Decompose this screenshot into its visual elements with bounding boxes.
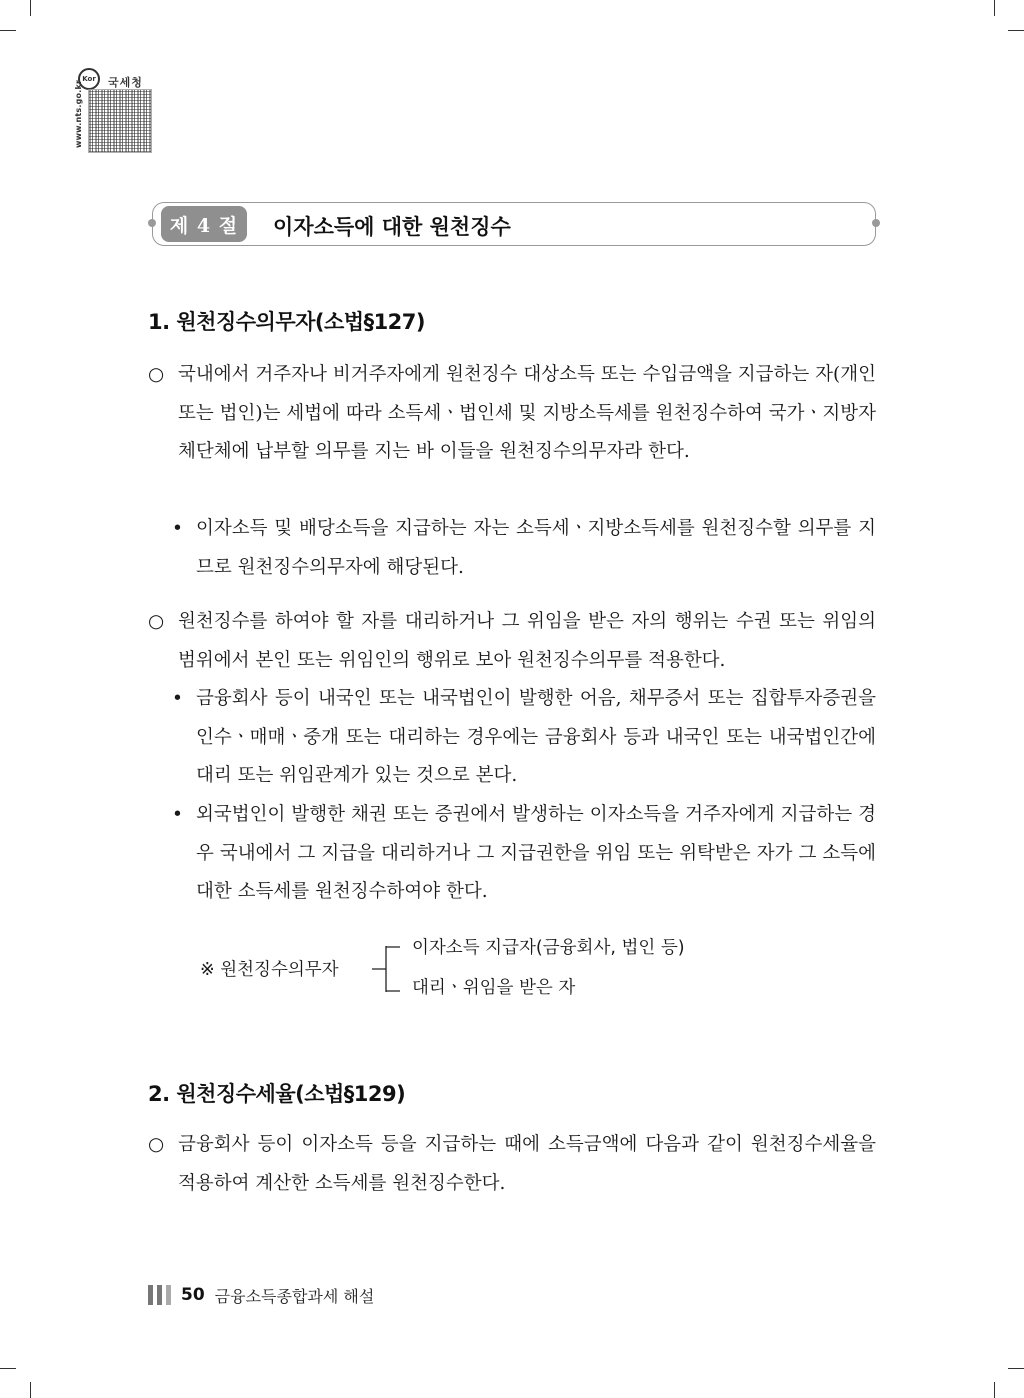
qr-code-icon xyxy=(88,89,152,153)
dot-bullet-icon: • xyxy=(172,688,183,709)
bullet-item xyxy=(172,510,876,587)
crop-mark xyxy=(994,0,995,16)
circle-bullet-icon: ○ xyxy=(148,364,165,385)
withholding-agent-note xyxy=(200,932,760,1006)
bullet-item xyxy=(172,796,876,912)
crop-mark xyxy=(0,30,16,31)
circle-bullet-icon: ○ xyxy=(148,611,165,632)
note-option: 대리ㆍ위임을 받은 자 xyxy=(412,978,576,998)
footer-bars-icon xyxy=(148,1285,171,1305)
paragraph-text: 국내에서 거주자나 비거주자에게 원천징수 대상소득 또는 수입금액을 지급하는 자(개인 또는 법인)는 세법에 따라 소득세ㆍ법인세 및 지방소득세를 원천징수하여 국가ㆍ지방자체단체에 납부할 의무를 지는 바 이들을 원천징수의무자라 한다. xyxy=(178,364,876,462)
paragraph-text: 금융회사 등이 이자소득 등을 지급하는 때에 소득금액에 다음과 같이 원천징수세율을 적용하여 계산한 소득세를 원천징수한다. xyxy=(178,1134,876,1194)
bullet-text: 외국법인이 발행한 채권 또는 증권에서 발생하는 이자소득을 거주자에게 지급하는 경우 국내에서 그 지급을 대리하거나 그 지급권한을 위임 또는 위탁받은 자가 그 소득에 대한 소득세를 원천징수하여야 한다. xyxy=(196,804,876,902)
paragraph-text: 원천징수를 하여야 할 자를 대리하거나 그 위임을 받은 자의 행위는 수권 또는 위임의 범위에서 본인 또는 위임인의 행위로 보아 원천징수의무를 적용한다. xyxy=(178,611,876,671)
section-title: 이자소득에 대한 원천징수 xyxy=(273,215,511,239)
page-number: 50 xyxy=(181,1285,205,1305)
crop-mark xyxy=(30,1382,31,1398)
bracket-icon xyxy=(372,946,402,992)
crop-mark xyxy=(994,1382,995,1398)
heading-withholding-agent: 1. 원천징수의무자(소법§127) xyxy=(148,310,426,334)
chapter-badge: 제 4 절 xyxy=(161,206,247,242)
paragraph xyxy=(148,356,876,472)
nts-badge-icon: Kor xyxy=(78,68,100,90)
circle-bullet-icon: ○ xyxy=(148,1134,165,1155)
crop-mark xyxy=(1008,1368,1024,1369)
crop-mark xyxy=(1008,30,1024,31)
section-header xyxy=(152,202,876,246)
bullet-dot-icon xyxy=(872,219,880,227)
note-lead: ※ 원천징수의무자 xyxy=(200,960,339,980)
crop-mark xyxy=(30,0,31,16)
dot-bullet-icon: • xyxy=(172,518,183,539)
bullet-text: 금융회사 등이 내국인 또는 내국법인이 발행한 어음, 채무증서 또는 집합투자증권을 인수ㆍ매매ㆍ중개 또는 대리하는 경우에는 금융회사 등과 내국인 또는 내국법인간에 대리 또는 위임관계가 있는 것으로 본다. xyxy=(196,688,876,786)
bullet-dot-icon xyxy=(148,219,156,227)
heading-withholding-rate: 2. 원천징수세율(소법§129) xyxy=(148,1082,406,1106)
bullet-item xyxy=(172,680,876,796)
book-title: 금융소득종합과세 해설 xyxy=(214,1286,375,1306)
bullet-text: 이자소득 및 배당소득을 지급하는 자는 소득세ㆍ지방소득세를 원천징수할 의무를 지므로 원천징수의무자에 해당된다. xyxy=(196,518,876,578)
crop-mark xyxy=(0,1368,16,1369)
note-option: 이자소득 지급자(금융회사, 법인 등) xyxy=(412,938,685,958)
paragraph xyxy=(148,603,876,680)
paragraph xyxy=(148,1126,876,1203)
page-footer xyxy=(148,1282,374,1308)
site-url: www.nts.go.kr xyxy=(74,79,83,149)
dot-bullet-icon: • xyxy=(172,804,183,825)
org-name: 국세청 xyxy=(108,76,143,89)
nts-logo xyxy=(74,68,154,154)
